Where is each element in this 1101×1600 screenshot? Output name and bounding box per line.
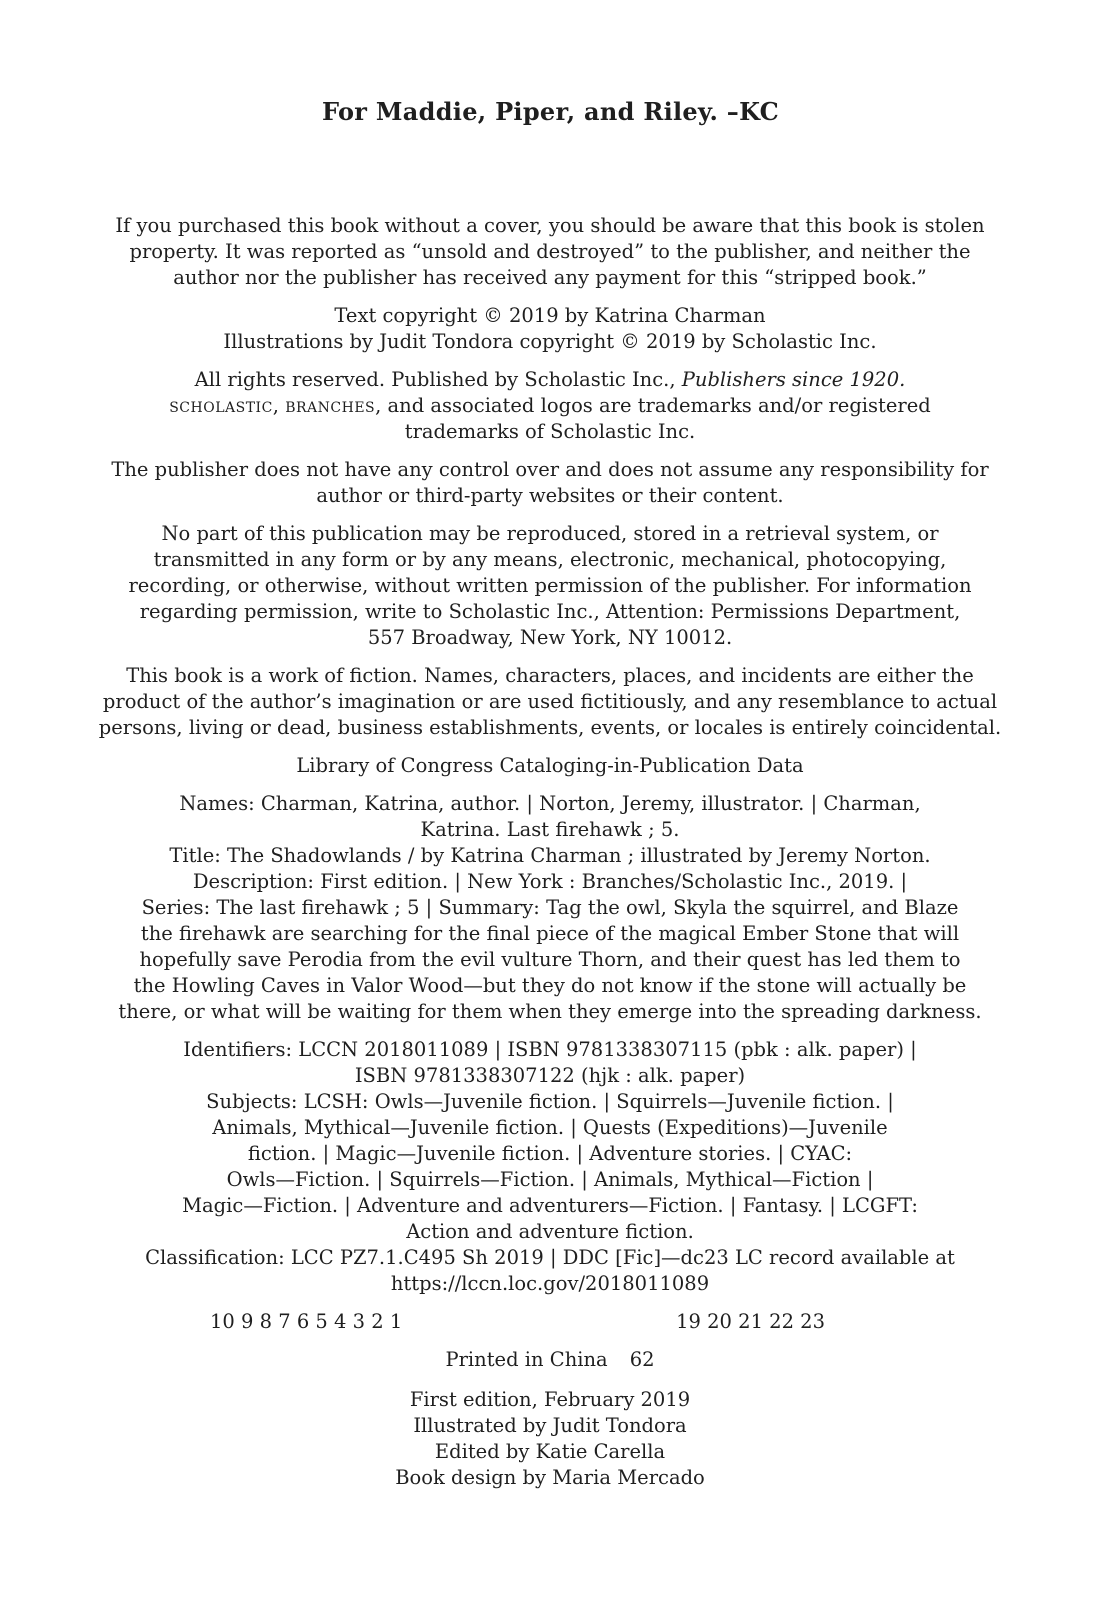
cip-line: Series: The last firehawk ; 5 | Summary: Tag the owl, Skyla the squirrel, and Blaze	[141, 896, 959, 919]
permissions-line: recording, or otherwise, without written permission of the publisher. For information	[128, 574, 972, 597]
fiction-notice	[95, 663, 1005, 741]
notice-line: author nor the publisher has received any payment for this “stripped book.”	[173, 266, 927, 289]
notice-line: If you purchased this book without a cover, you should be aware that this book is stolen	[115, 214, 985, 237]
cip-heading	[95, 753, 1005, 779]
credits	[95, 1387, 1005, 1491]
cip-line: hopefully save Perodia from the evil vulture Thorn, and their quest has led them to	[139, 948, 961, 971]
cip-heading-text: Library of Congress Cataloging-in-Publication Data	[296, 754, 804, 777]
identifier-line: Identifiers: LCCN 2018011089 | ISBN 9781338307115 (pbk : alk. paper) |	[183, 1038, 917, 1061]
responsibility-line: author or third-party websites or their content.	[316, 484, 784, 507]
subject-line: Animals, Mythical—Juvenile fiction. | Quests (Expeditions)—Juvenile	[212, 1116, 888, 1139]
cip-line: Katrina. Last firehawk ; 5.	[420, 818, 680, 841]
trademark-line-end: trademarks of Scholastic Inc.	[404, 420, 696, 443]
trademark-scholastic: scholastic	[169, 394, 273, 417]
subject-line: Subjects: LCSH: Owls—Juvenile fiction. | Squirrels—Juvenile fiction. |	[206, 1090, 894, 1113]
trademark-line	[95, 393, 1005, 419]
designer-credit: Book design by Maria Mercado	[395, 1466, 705, 1489]
fiction-line: product of the author’s imagination or are used fictitiously, and any resemblance to actual	[102, 690, 998, 713]
fiction-line: persons, living or dead, business establishments, events, or locales is entirely coincidental.	[98, 716, 1002, 739]
subject-line: Magic—Fiction. | Adventure and adventurers—Fiction. | Fantasy. | LCGFT:	[182, 1194, 918, 1217]
rights-notice	[95, 367, 1005, 445]
year-line: 19 20 21 22 23	[676, 1310, 825, 1333]
publisher-since: Publishers since 1920.	[681, 368, 906, 391]
plant-code: 62	[629, 1348, 655, 1371]
notice-line: property. It was reported as “unsold and destroyed” to the publisher, and neither the	[129, 240, 971, 263]
cip-record	[95, 791, 1005, 1025]
stripped-book-notice	[95, 213, 1005, 291]
illustrator-credit: Illustrated by Judit Tondora	[413, 1414, 687, 1437]
fiction-line: This book is a work of fiction. Names, characters, places, and incidents are either the	[126, 664, 974, 687]
permissions-line: transmitted in any form or by any means, electronic, mechanical, photocopying,	[153, 548, 947, 571]
edition-line: First edition, February 2019	[409, 1388, 691, 1411]
trademark-branches: branches	[285, 394, 376, 417]
editor-credit: Edited by Katie Carella	[434, 1440, 666, 1463]
cip-line: Names: Charman, Katrina, author. | Norton, Jeremy, illustrator. | Charman,	[179, 792, 921, 815]
cip-line: Description: First edition. | New York : Branches/Scholastic Inc., 2019. |	[192, 870, 908, 893]
copyright-notice	[95, 303, 1005, 355]
printing-line: 10 9 8 7 6 5 4 3 2 1	[210, 1310, 403, 1333]
cip-line: the firehawk are searching for the final piece of the magical Ember Stone that will	[140, 922, 960, 945]
permissions-line: regarding permission, write to Scholastic Inc., Attention: Permissions Department,	[139, 600, 961, 623]
printed-in	[95, 1347, 1005, 1373]
cip-line: Title: The Shadowlands / by Katrina Charman ; illustrated by Jeremy Norton.	[169, 844, 931, 867]
responsibility-line: The publisher does not have any control over and does not assume any responsibility for	[111, 458, 989, 481]
subject-line: Action and adventure fiction.	[406, 1220, 694, 1243]
trademark-separator: ,	[272, 394, 286, 417]
illustration-copyright: Illustrations by Judit Tondora copyright © 2019 by Scholastic Inc.	[223, 330, 877, 353]
dedication: For Maddie, Piper, and Riley. –KC	[321, 97, 780, 126]
permissions-line: No part of this publication may be reproduced, stored in a retrieval system, or	[161, 522, 939, 545]
rights-line	[95, 367, 1005, 393]
identifier-line: ISBN 9781338307122 (hjk : alk. paper)	[354, 1064, 746, 1087]
subject-line: Owls—Fiction. | Squirrels—Fiction. | Animals, Mythical—Fiction |	[226, 1168, 874, 1191]
subject-line: fiction. | Magic—Juvenile fiction. | Adventure stories. | CYAC:	[247, 1142, 853, 1165]
cip-line: the Howling Caves in Valor Wood—but they do not know if the stone will actually be	[133, 974, 967, 997]
legal-text	[95, 213, 1005, 1491]
trademark-text: , and associated logos are trademarks and/or registered	[375, 394, 931, 417]
printed-in-text: Printed in China	[445, 1348, 608, 1371]
responsibility-notice	[95, 457, 1005, 509]
rights-text: All rights reserved. Published by Scholastic Inc.,	[194, 368, 682, 391]
lccn-url: https://lccn.loc.gov/2018011089	[390, 1272, 710, 1295]
printing-numbers	[95, 1309, 1005, 1335]
cip-identifiers	[95, 1037, 1005, 1297]
text-copyright: Text copyright © 2019 by Katrina Charman	[334, 304, 766, 327]
cip-line: there, or what will be waiting for them when they emerge into the spreading darkness.	[118, 1000, 982, 1023]
permissions-notice	[95, 521, 1005, 651]
classification-line: Classification: LCC PZ7.1.C495 Sh 2019 | DDC [Fic]—dc23 LC record available at	[145, 1246, 955, 1269]
permissions-address: 557 Broadway, New York, NY 10012.	[367, 626, 733, 649]
